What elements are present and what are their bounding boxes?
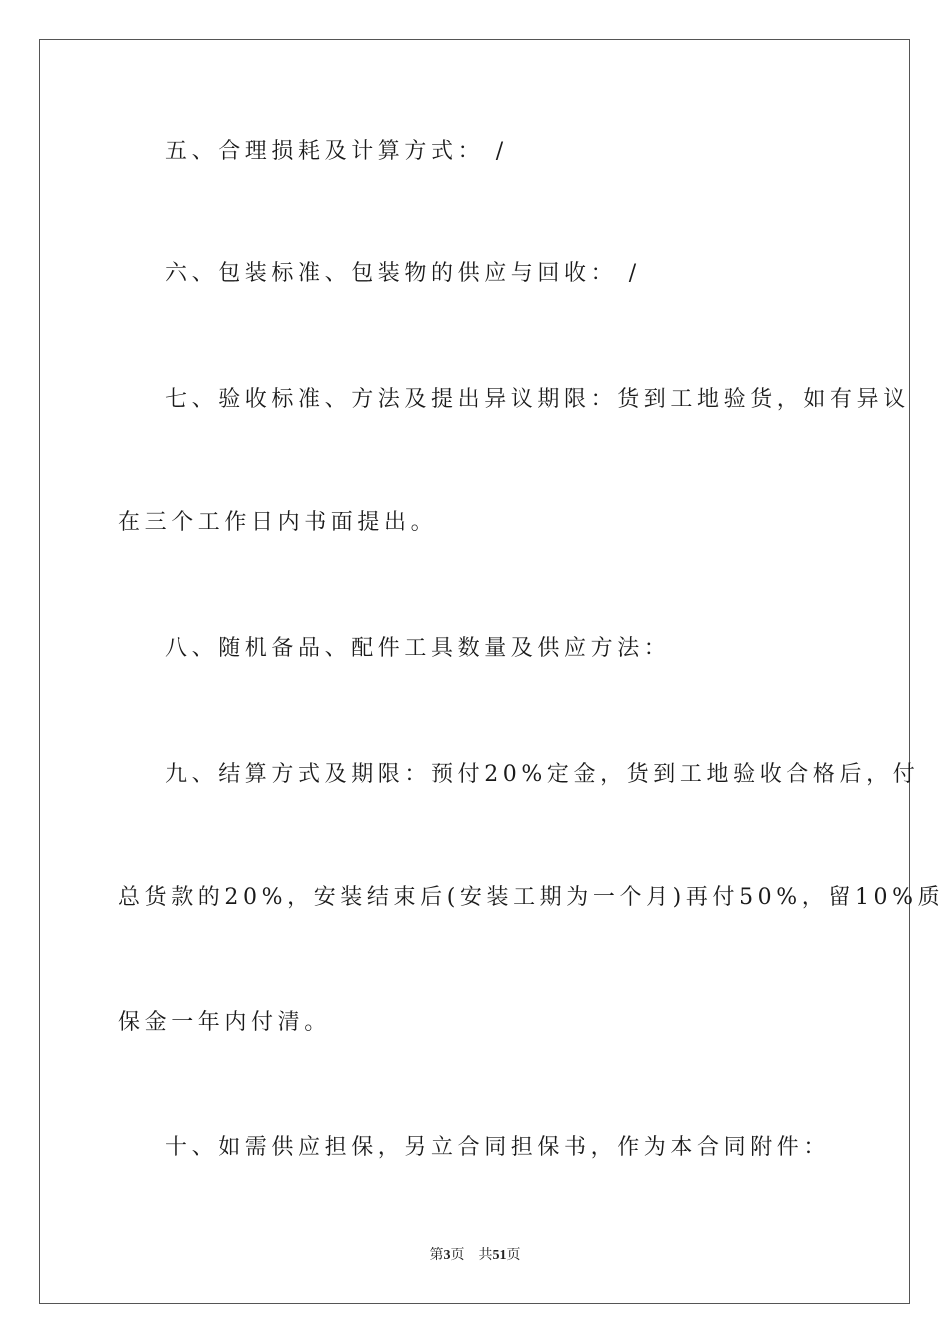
page-border — [39, 39, 945, 1304]
clause-7-line-2: 在三个工作日内书面提出。 — [118, 510, 438, 535]
clause-9-line-2: 总货款的20%，安装结束后(安装工期为一个月)再付50%，留10%质 — [118, 885, 945, 910]
footer-page-number: 3 — [443, 1248, 451, 1263]
footer-total-prefix: 共 — [478, 1248, 493, 1263]
footer-total-suffix: 页 — [506, 1248, 521, 1263]
footer-page-suffix: 页 — [450, 1248, 465, 1263]
footer-page-prefix: 第 — [429, 1248, 444, 1263]
footer-total-pages: 51 — [492, 1248, 507, 1263]
clause-9-line-3: 保金一年内付清。 — [118, 1010, 331, 1035]
page-footer — [0, 1244, 950, 1264]
clause-8: 八、随机备品、配件工具数量及供应方法： — [165, 636, 671, 661]
clause-7-line-1: 七、验收标准、方法及提出异议期限：货到工地验货，如有异议 — [165, 387, 910, 412]
clause-10: 十、如需供应担保，另立合同担保书，作为本合同附件： — [165, 1135, 831, 1160]
clause-6: 六、包装标准、包装物的供应与回收： / — [165, 261, 641, 286]
clause-9-line-1: 九、结算方式及期限：预付20%定金，货到工地验收合格后，付 — [165, 762, 920, 787]
clause-5: 五、合理损耗及计算方式： / — [165, 139, 508, 164]
